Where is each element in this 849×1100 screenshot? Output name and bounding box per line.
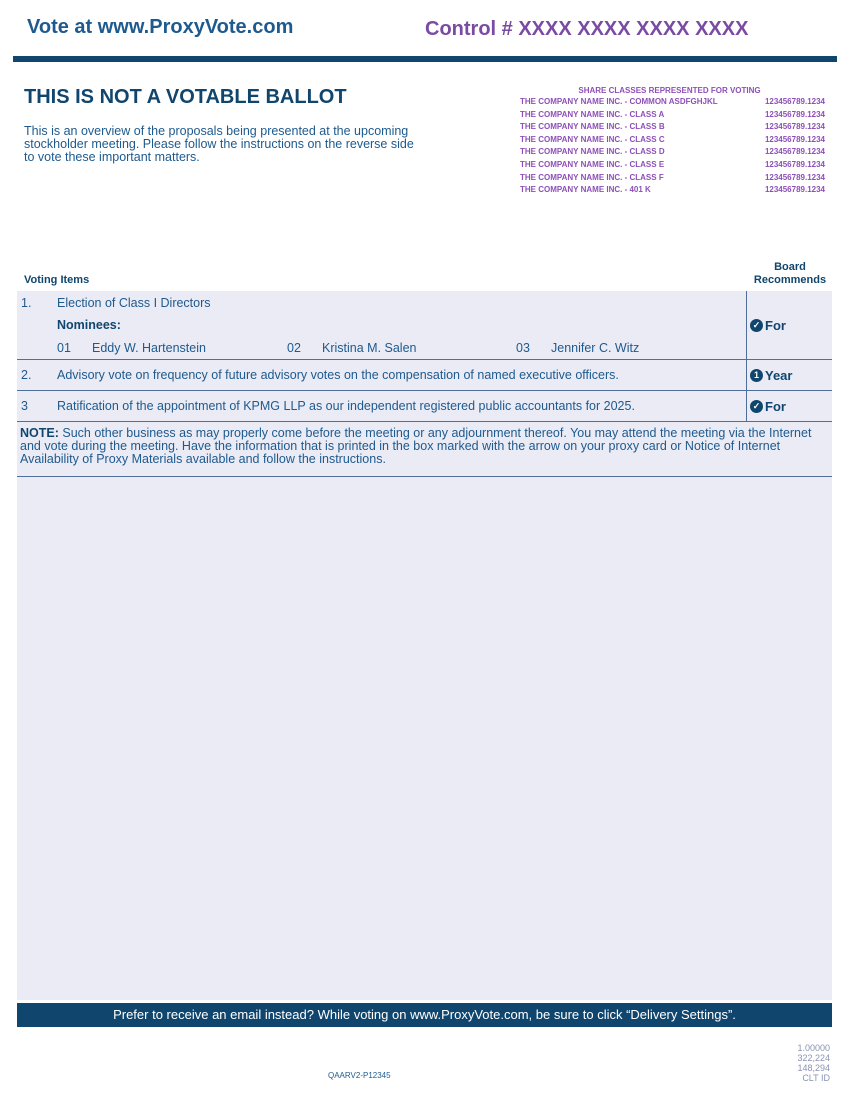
- intro-text: This is an overview of the proposals being presented at the upcoming stockholder meeting. Please follow the instructions on the reverse side to vote these important matters.: [24, 124, 414, 164]
- share-class-row: [520, 96, 825, 109]
- item-number: 3: [21, 399, 28, 413]
- share-class-row: [520, 172, 825, 185]
- recommendation-label: Year: [765, 368, 793, 383]
- share-class-value: 123456789.1234: [764, 159, 825, 169]
- share-class-name: THE COMPANY NAME INC. - 401 K: [520, 185, 651, 195]
- voting-items-header: Voting Items: [24, 274, 90, 286]
- board-header-line-2: Recommends: [753, 274, 827, 286]
- board-recommendation: [750, 318, 786, 333]
- proxyvote-url-heading: Vote at www.ProxyVote.com: [27, 16, 294, 38]
- recommendation-label: For: [765, 318, 786, 333]
- board-recommendation: [750, 399, 786, 414]
- corner-codes: [797, 1043, 830, 1083]
- nominee-name: Kristina M. Salen: [322, 341, 417, 355]
- share-class-row: [520, 134, 825, 147]
- control-number: Control # XXXX XXXX XXXX XXXX: [425, 18, 749, 40]
- board-header-line-1: Board: [774, 261, 806, 273]
- share-class-row: [520, 159, 825, 172]
- recommendation-label: For: [765, 399, 786, 414]
- nominee-number: 03: [516, 341, 530, 355]
- check-circle-icon: ✓: [750, 319, 763, 332]
- share-classes-box: [520, 86, 825, 197]
- corner-code: 148,294: [797, 1063, 830, 1073]
- delivery-settings-banner: Prefer to receive an email instead? While voting on www.ProxyVote.com, be sure to click “Delivery Settings”.: [17, 1003, 832, 1027]
- recommendation-column-divider: [746, 291, 747, 422]
- note-text: [20, 427, 830, 466]
- item-text: Advisory vote on frequency of future advisory votes on the compensation of named executive officers.: [57, 368, 619, 382]
- share-classes-title: SHARE CLASSES REPRESENTED FOR VOTING: [578, 86, 761, 95]
- share-class-row: [520, 121, 825, 134]
- share-class-name: THE COMPANY NAME INC. - CLASS E: [520, 159, 665, 169]
- page-title: THIS IS NOT A VOTABLE BALLOT: [24, 86, 347, 108]
- job-code: QAARV2-P12345: [328, 1071, 391, 1080]
- share-class-name: THE COMPANY NAME INC. - CLASS D: [520, 147, 665, 157]
- nominee-name: Eddy W. Hartenstein: [92, 341, 206, 355]
- note-label: NOTE:: [20, 426, 59, 440]
- corner-code: 1.00000: [797, 1043, 830, 1053]
- share-class-value: 123456789.1234: [764, 172, 825, 182]
- note-body: Such other business as may properly come before the meeting or any adjournment thereof. You may attend the meeting via the Internet and vote during the meeting. Have the information that is printed in the box marked with the arrow on your proxy card or Notice of Internet Availability of Proxy Materials available and follow the instructions.: [20, 426, 812, 466]
- corner-code: CLT ID: [802, 1073, 830, 1083]
- share-class-value: 123456789.1234: [764, 147, 825, 157]
- nominee: [287, 341, 416, 355]
- nominee-number: 01: [57, 341, 71, 355]
- nominee-name: Jennifer C. Witz: [551, 341, 640, 355]
- nominee: [516, 341, 639, 355]
- number-one-circle-icon: 1: [750, 369, 763, 382]
- share-class-name: THE COMPANY NAME INC. - CLASS C: [520, 134, 665, 144]
- share-class-name: THE COMPANY NAME INC. - CLASS B: [520, 122, 665, 132]
- corner-code: 322,224: [797, 1053, 830, 1063]
- item-text: Ratification of the appointment of KPMG LLP as our independent registered public accountants for 2025.: [57, 399, 635, 413]
- share-class-name: THE COMPANY NAME INC. - COMMON ASDFGHJKL: [520, 97, 718, 106]
- item-number: 1.: [21, 296, 32, 310]
- item-number: 2.: [21, 368, 32, 382]
- share-class-row: [520, 184, 825, 197]
- voting-items-panel: [17, 291, 832, 1000]
- row-divider: [17, 421, 832, 422]
- board-recommendation: [750, 368, 792, 383]
- item-text: Election of Class I Directors: [57, 296, 211, 310]
- board-recommends-header: [748, 261, 832, 287]
- nominee-number: 02: [287, 341, 301, 355]
- row-divider: [17, 390, 832, 391]
- share-class-value: 123456789.1234: [764, 122, 825, 132]
- share-class-name: THE COMPANY NAME INC. - CLASS F: [520, 172, 664, 182]
- header-divider: [13, 56, 837, 62]
- share-class-value: 123456789.1234: [764, 185, 825, 195]
- share-class-row: [520, 109, 825, 122]
- nominees-label: Nominees:: [57, 318, 121, 332]
- share-class-value: 123456789.1234: [764, 97, 825, 106]
- share-class-value: 123456789.1234: [764, 109, 825, 119]
- share-class-row: [520, 146, 825, 159]
- nominee: [57, 341, 206, 355]
- share-class-value: 123456789.1234: [764, 134, 825, 144]
- check-circle-icon: ✓: [750, 400, 763, 413]
- note-divider: [17, 476, 832, 477]
- row-divider: [17, 359, 832, 360]
- share-class-name: THE COMPANY NAME INC. - CLASS A: [520, 109, 665, 119]
